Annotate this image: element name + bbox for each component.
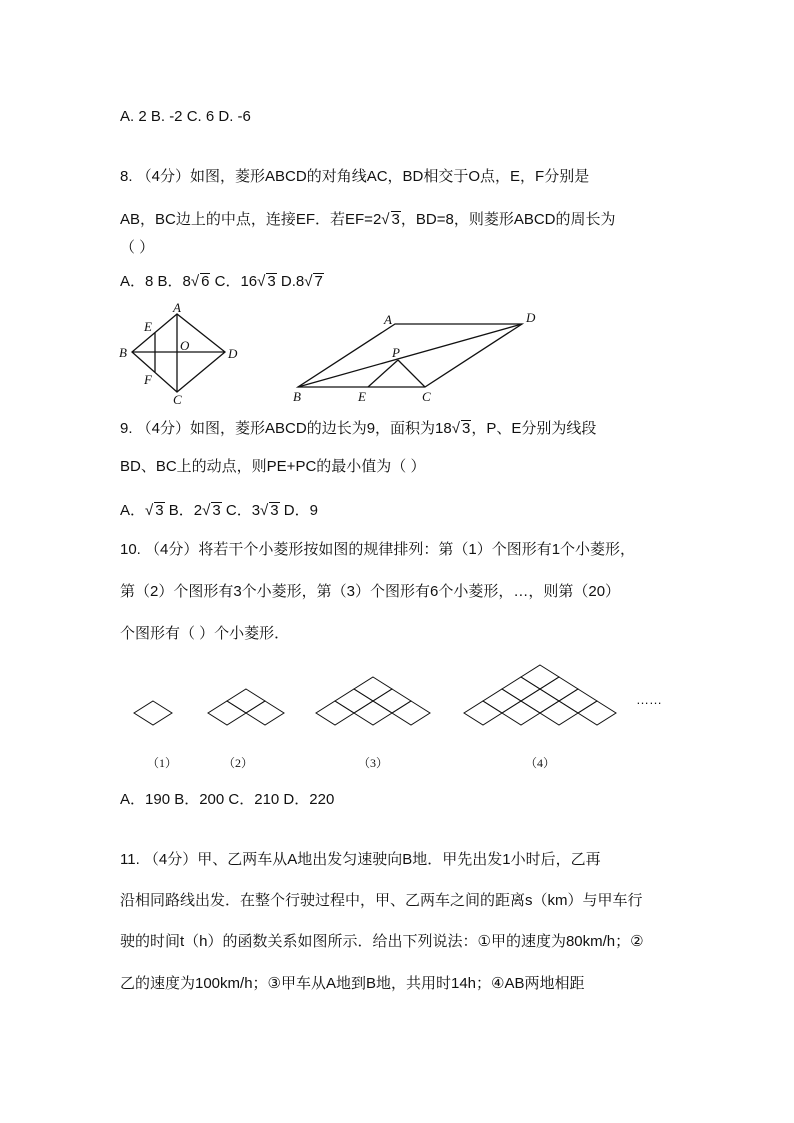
pattern-ellipsis: …… — [636, 692, 662, 707]
fig9-rhombus-diagram — [290, 305, 550, 405]
small-rhombus-fig3 — [335, 689, 373, 713]
label-A: A — [384, 312, 392, 327]
small-rhombus-fig4 — [521, 689, 559, 713]
label-O: O — [180, 338, 190, 353]
small-rhombus-fig2 — [208, 701, 246, 725]
small-rhombus-fig4 — [483, 689, 521, 713]
small-rhombus-fig2 — [227, 689, 265, 713]
label-C: C — [173, 392, 182, 407]
small-rhombus-fig3 — [354, 701, 392, 725]
small-rhombus-fig4 — [540, 701, 578, 725]
label-D: D — [526, 310, 536, 325]
small-rhombus-fig3 — [316, 701, 354, 725]
label-A: A — [173, 300, 181, 315]
small-rhombus-fig2 — [246, 701, 284, 725]
small-rhombus-fig4 — [540, 677, 578, 701]
label-B: B — [293, 389, 301, 404]
small-rhombus-fig4 — [502, 677, 540, 701]
rhombus-pattern-figures — [120, 665, 680, 775]
small-rhombus-fig3 — [373, 689, 411, 713]
q10-options: A．190 B．200 C．210 D．220 — [120, 791, 335, 808]
q7-options: A. 2 B. -2 C. 6 D. -6 — [120, 108, 251, 125]
q8-answer-blank: （ ） — [120, 239, 155, 256]
q8-options: A．8 B．8√ 6 C．16√ 3 D.8√ 7 — [120, 273, 323, 290]
fig-label-1: （1） — [147, 756, 178, 770]
q9-line1: 9. （4分）如图，菱形ABCD的边长为9，面积为18√ 3，P、E分别为线段 — [120, 420, 597, 437]
q11-line2: 沿相同路线出发．在整个行驶过程中，甲、乙两车之间的距离s（km）与甲车行 — [120, 892, 643, 909]
q9-options: A．√ 3 B．2√ 3 C．3√ 3 D．9 — [120, 502, 318, 519]
fig-label-4: （4） — [525, 756, 556, 770]
small-rhombus-fig3 — [354, 677, 392, 701]
label-P: P — [392, 345, 400, 360]
q11-line1: 11. （4分）甲、乙两车从A地出发匀速驶向B地．甲先出发1小时后，乙再 — [120, 851, 601, 868]
q11-line4: 乙的速度为100km/h；③甲车从A地到B地，共用时14h；④AB两地相距 — [120, 975, 585, 992]
label-F: F — [144, 372, 152, 387]
q9-line2: BD、BC上的动点，则PE+PC的最小值为（ ） — [120, 458, 426, 475]
label-B: B — [119, 345, 127, 360]
small-rhombus-fig4 — [578, 701, 616, 725]
fig-label-3: （3） — [358, 756, 389, 770]
small-rhombus-fig4 — [521, 665, 559, 689]
sqrt-value: 3 — [391, 211, 400, 228]
small-rhombus-fig4 — [559, 689, 597, 713]
fig8-rhombus-diagram — [115, 300, 245, 407]
label-C: C — [422, 389, 431, 404]
small-rhombus-fig1 — [134, 701, 172, 725]
q10-line1: 10. （4分）将若干个小菱形按如图的规律排列：第（1）个图形有1个小菱形， — [120, 541, 636, 558]
small-rhombus-fig4 — [464, 701, 502, 725]
fig-label-2: （2） — [223, 756, 254, 770]
label-E: E — [144, 319, 152, 334]
small-rhombus-fig3 — [392, 701, 430, 725]
q8-line2: AB，BC边上的中点，连接EF．若EF=2√ 3，BD=8，则菱形ABCD的周长为 — [120, 211, 616, 228]
q11-line3: 驶的时间t（h）的函数关系如图所示．给出下列说法：①甲的速度为80km/h；② — [120, 933, 644, 950]
small-rhombus-fig4 — [502, 701, 540, 725]
label-D: D — [228, 346, 238, 361]
q10-line3: 个图形有（ ）个小菱形． — [120, 625, 290, 642]
label-E: E — [358, 389, 366, 404]
q10-line2: 第（2）个图形有3个小菱形，第（3）个图形有6个小菱形，…，则第（20） — [120, 583, 621, 600]
q8-line1: 8. （4分）如图，菱形ABCD的对角线AC，BD相交于O点，E，F分别是 — [120, 168, 590, 185]
